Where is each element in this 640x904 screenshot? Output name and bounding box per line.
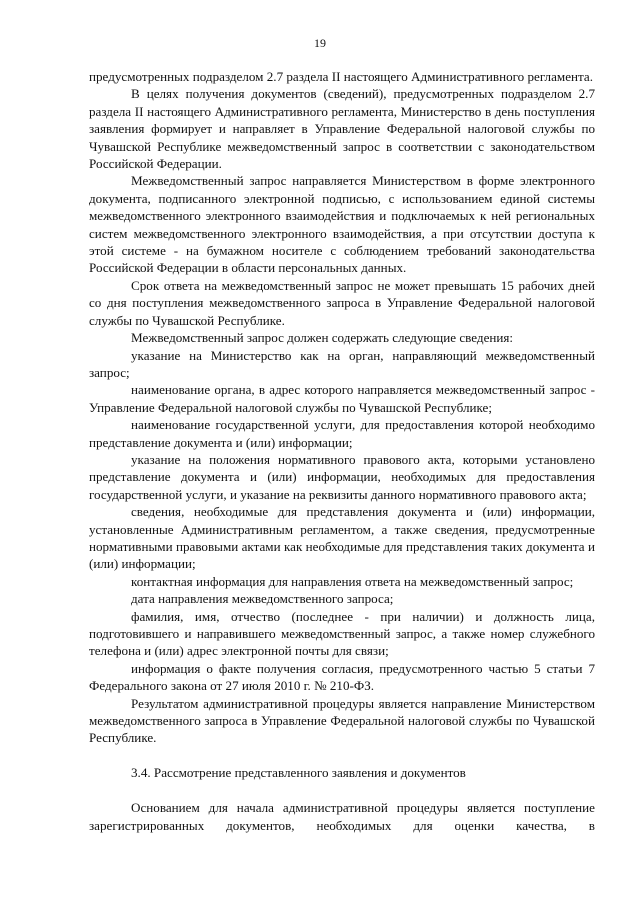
- paragraph-procedure-result: Результатом административной процедуры является направление Министерством межведомственного запроса в Управление Федеральной налоговой службы по Чувашской Республике.: [89, 695, 595, 746]
- list-item-required-information: сведения, необходимые для представления документа и (или) информации, установленные Административным регламентом, а также сведения, предусмотренные нормативными правовыми актами как необходимые для представления таких документа и (или) информации;: [89, 504, 595, 572]
- list-item-ministry-indication: указание на Министерство как на орган, направляющий межведомственный запрос;: [89, 347, 595, 380]
- paragraph-response-deadline: Срок ответа на межведомственный запрос не может превышать 15 рабочих дней со дня поступления межведомственного запроса в Управление Федеральной налоговой службы по Чувашской Республике.: [89, 277, 595, 328]
- list-item-request-date: дата направления межведомственного запроса;: [131, 591, 394, 607]
- paragraph-electronic-request: Межведомственный запрос направляется Министерством в форме электронного документа, подписанного электронной подписью, с использованием единой системы межведомственного электронного взаимодействия и подключаемых к ней региональных систем межведомственного электронного взаимодействия, а при отсутствии доступа к этой системе - на бумажном носителе с соблюдением требований законодательства Российской Федерации в области персональных данных.: [89, 173, 595, 276]
- paragraph-request-contents-intro: Межведомственный запрос должен содержать следующие сведения:: [131, 330, 514, 346]
- paragraph-procedure-basis: Основанием для начала административной процедуры является поступление зарегистрированных документов, необходимых для оценки качества, в: [89, 800, 595, 833]
- list-item-service-name: наименование государственной услуги, для предоставления которой необходимо представление документа и (или) информации;: [89, 417, 595, 450]
- list-item-responsible-person: фамилия, имя, отчество (последнее - при наличии) и должность лица, подготовившего и направившего межведомственный запрос, а также номер служебного телефона и (или) адрес электронной почты для связи;: [89, 608, 595, 659]
- list-item-recipient-name: наименование органа, в адрес которого направляется межведомственный запрос - Управление Федеральной налоговой службы по Чувашской Республике;: [89, 382, 595, 415]
- document-body: [89, 68, 595, 834]
- list-item-legal-act: указание на положения нормативного правового акта, которыми установлено представление документа и (или) информации, необходимых для предоставления государственной услуги, и указание на реквизиты данного нормативного правового акта;: [89, 451, 595, 502]
- paragraph-request-formation: В целях получения документов (сведений), предусмотренных подразделом 2.7 раздела II настоящего Административного регламента, Министерство в день поступления заявления формирует и направляет в Управление Федеральной налоговой службы по Чувашской Республике межведомственный запрос в соответствии с законодательством Российской Федерации.: [89, 86, 595, 172]
- list-item-contact-information: контактная информация для направления ответа на межведомственный запрос;: [131, 573, 574, 589]
- page-number: 19: [314, 36, 326, 50]
- list-item-consent-information: информация о факте получения согласия, предусмотренного частью 5 статьи 7 Федерального закона от 27 июля 2010 г. № 210-ФЗ.: [89, 660, 595, 694]
- section-heading: 3.4. Рассмотрение представленного заявления и документов: [131, 764, 466, 780]
- paragraph-continuation: предусмотренных подразделом 2.7 раздела II настоящего Административного регламента.: [89, 69, 593, 84]
